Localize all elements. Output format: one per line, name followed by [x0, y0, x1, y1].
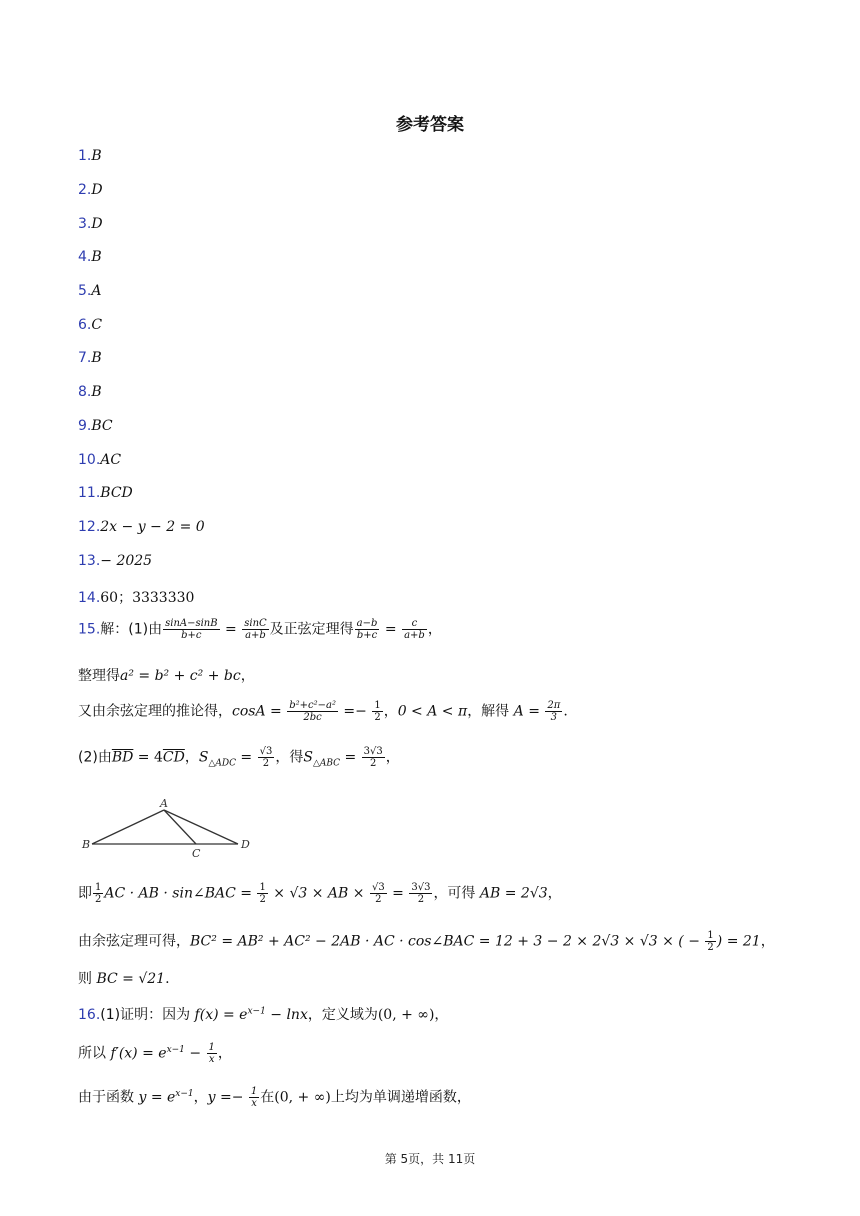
answer-item: [78, 249, 102, 265]
answer-item: [78, 317, 102, 333]
text: 所以: [78, 1045, 111, 1062]
text: 由于函数: [78, 1089, 139, 1106]
answer-item: [78, 283, 101, 299]
numerator: 1: [250, 1086, 258, 1097]
answer-number: 2.: [78, 182, 92, 198]
equation: f(x) = e: [194, 1007, 248, 1023]
text: ，: [385, 749, 400, 766]
denominator: 2: [374, 712, 381, 723]
numerator: 1: [374, 700, 381, 711]
denominator: 3: [550, 712, 558, 723]
equation: A =: [513, 703, 545, 720]
denominator: b+c: [181, 630, 202, 641]
vector: $\overline{BD}$: [111, 749, 134, 766]
label-b: B: [82, 838, 91, 851]
answer-item: [78, 384, 102, 400]
denominator: x: [251, 1098, 257, 1109]
numerator: √3: [259, 746, 273, 757]
area-symbol: S: [303, 749, 313, 766]
fraction: [163, 618, 220, 641]
numerator: 1: [707, 930, 714, 941]
answer-number: 5.: [78, 283, 92, 299]
text: ，: [427, 621, 442, 638]
answer-text: 60；3333330: [100, 590, 195, 606]
label-c: C: [192, 847, 201, 860]
text: ，: [240, 668, 255, 684]
answer-text: B: [91, 350, 102, 366]
text: =−: [338, 703, 372, 720]
label-d: D: [241, 838, 250, 851]
text: ，解得: [467, 703, 514, 720]
answer-item: [78, 587, 194, 607]
text: ，: [760, 933, 775, 950]
numerator: 1: [208, 1042, 215, 1053]
answer-text: AC: [100, 452, 122, 468]
numerator: c: [402, 618, 427, 630]
equation: BC² = AB² + AC² − 2AB · AC · cos∠BAC = 12 + 3 − 2 × 2√3 × √3 × ( −: [190, 933, 705, 950]
text: = 4: [133, 749, 163, 766]
answer-item: [78, 216, 103, 232]
text: 上均为单调递增函数，: [330, 1089, 471, 1106]
denominator: 2: [95, 894, 102, 905]
equation: 0 < A < π: [397, 703, 468, 720]
answer-item: [78, 418, 113, 434]
text: .: [165, 971, 170, 987]
text: =: [380, 621, 402, 638]
text: 及正弦定理得: [269, 621, 354, 638]
fraction: [705, 930, 715, 953]
answer-item: [78, 182, 103, 198]
subscript: △ADC: [208, 758, 236, 769]
fraction: [370, 882, 387, 905]
answer-number: 7.: [78, 350, 92, 366]
q15-line-4: [78, 746, 400, 769]
text: 则: [78, 971, 97, 987]
equation: ) = 21: [716, 933, 761, 950]
text: (2)由: [78, 749, 112, 766]
equation: y = e: [138, 1089, 176, 1106]
numerator: b²+c²−a²: [289, 700, 336, 711]
q15-line-5: [78, 882, 562, 905]
question-number: 16.: [78, 1007, 101, 1023]
page-title: 参考答案: [396, 115, 464, 135]
denominator: 2bc: [303, 712, 322, 723]
answer-text: BCD: [100, 485, 133, 501]
denominator: 2: [707, 942, 714, 953]
answer-text: − 2025: [100, 553, 153, 569]
denominator: 2: [259, 894, 266, 905]
answer-item: [78, 148, 102, 164]
numerator: 3√3: [363, 746, 383, 757]
segment-ad: [164, 810, 238, 844]
answer-text: 2x − y − 2 = 0: [100, 519, 205, 535]
answer-number: 8.: [78, 384, 92, 400]
numerator: sinA−sinB: [165, 618, 218, 629]
text: (1)证明：因为: [100, 1007, 195, 1023]
text: =: [387, 885, 409, 902]
numerator: sinC: [244, 618, 267, 629]
answer-number: 10.: [78, 452, 101, 468]
text: =: [340, 749, 361, 766]
fraction: [402, 618, 427, 641]
denominator: x: [208, 1054, 215, 1065]
text: ，: [383, 703, 398, 720]
answer-text: D: [91, 216, 103, 232]
q15-line-1: [78, 618, 442, 641]
fraction: [257, 882, 267, 905]
answer-number: 1.: [78, 148, 92, 164]
q15-line-7: [78, 968, 170, 988]
equation: × √3 × AB ×: [268, 885, 369, 902]
equation: AB = 2√3: [479, 885, 548, 902]
q16-line-3: [78, 1086, 471, 1109]
numerator: √3: [371, 882, 385, 893]
answer-number: 6.: [78, 317, 92, 333]
answer-item: [78, 452, 121, 468]
denominator: a+b: [245, 630, 266, 641]
answer-number: 13.: [78, 553, 101, 569]
superscript: x−1: [166, 1044, 185, 1055]
subscript: △ABC: [312, 758, 341, 769]
q15-line-3: [78, 700, 568, 723]
numerator: 2π: [547, 700, 561, 711]
equation: y =−: [207, 1089, 248, 1106]
question-number: 15.: [78, 621, 101, 638]
q15-line-6: [78, 930, 775, 953]
equation: − lnx: [265, 1007, 308, 1023]
answer-item: [78, 350, 102, 366]
equation: BC = √21: [96, 971, 166, 987]
fraction: [355, 618, 380, 641]
q16-line-1: [78, 1004, 448, 1024]
denominator: a+b: [404, 630, 425, 641]
text: 解：(1)由: [100, 621, 163, 638]
numerator: a−b: [356, 618, 378, 629]
text: 由余弦定理可得，: [78, 933, 190, 950]
label-a: A: [160, 797, 168, 810]
numerator: 1: [259, 882, 266, 893]
answer-text: B: [91, 249, 102, 265]
equation: AC · AB · sin∠BAC =: [104, 885, 257, 902]
text: =: [235, 749, 257, 766]
answer-item: [78, 553, 152, 569]
fraction: [242, 618, 268, 641]
equation: a² = b² + c² + bc: [120, 668, 241, 684]
q15-line-2: [78, 665, 255, 685]
equation: cosA =: [232, 703, 287, 720]
text: .: [563, 703, 568, 720]
area-symbol: S: [198, 749, 209, 766]
denominator: 2: [370, 758, 377, 769]
answer-text: C: [91, 317, 103, 333]
text: ，定义域为: [307, 1007, 378, 1023]
text: ，: [547, 885, 562, 902]
segment-ba: [92, 810, 164, 844]
numerator: 3√3: [411, 882, 431, 893]
fraction: [545, 700, 562, 723]
text: 在: [260, 1089, 275, 1106]
text: ，: [434, 1007, 449, 1023]
answer-number: 9.: [78, 418, 92, 434]
denominator: 2: [417, 894, 425, 905]
interval: (0, + ∞): [377, 1007, 435, 1023]
answer-text: BC: [91, 418, 113, 434]
answer-number: 12.: [78, 519, 101, 535]
text: ，: [217, 1045, 232, 1062]
fraction: [372, 700, 382, 723]
answer-text: D: [91, 182, 103, 198]
denominator: 2: [375, 894, 382, 905]
text: 即: [78, 885, 92, 902]
vector: $\overline{CD}$: [162, 749, 185, 766]
denominator: b+c: [356, 630, 378, 641]
fraction: [409, 882, 432, 905]
answer-number: 14.: [78, 590, 101, 606]
text: 整理得: [78, 668, 120, 684]
superscript: x−1: [247, 1006, 266, 1017]
answer-number: 11.: [78, 485, 101, 501]
text: 又由余弦定理的推论得，: [78, 703, 232, 720]
answer-number: 4.: [78, 249, 92, 265]
fraction: [258, 746, 275, 769]
answer-item: [78, 485, 133, 501]
text: ，可得: [433, 885, 480, 902]
text: −: [184, 1045, 206, 1062]
numerator: 1: [95, 882, 102, 893]
fraction: [362, 746, 385, 769]
segment-ac: [164, 810, 196, 844]
answer-text: B: [91, 384, 102, 400]
answer-item: [78, 519, 205, 535]
equation: f′(x) = e: [110, 1045, 167, 1062]
answer-text: B: [91, 148, 102, 164]
fraction: [249, 1086, 259, 1109]
fraction: [287, 700, 338, 723]
interval: (0, + ∞): [274, 1089, 331, 1106]
page-footer: 第 5页，共 11页: [384, 1152, 476, 1166]
text: ，: [184, 749, 199, 766]
text: ，: [193, 1089, 208, 1106]
superscript: x−1: [175, 1088, 194, 1099]
q16-line-2: [78, 1042, 232, 1065]
answer-text: A: [91, 283, 102, 299]
text: ，得: [275, 749, 304, 766]
fraction: [207, 1042, 217, 1065]
denominator: 2: [262, 758, 270, 769]
text: =: [220, 621, 242, 638]
answer-number: 3.: [78, 216, 92, 232]
fraction: [93, 882, 103, 905]
triangle-figure: [78, 796, 258, 860]
